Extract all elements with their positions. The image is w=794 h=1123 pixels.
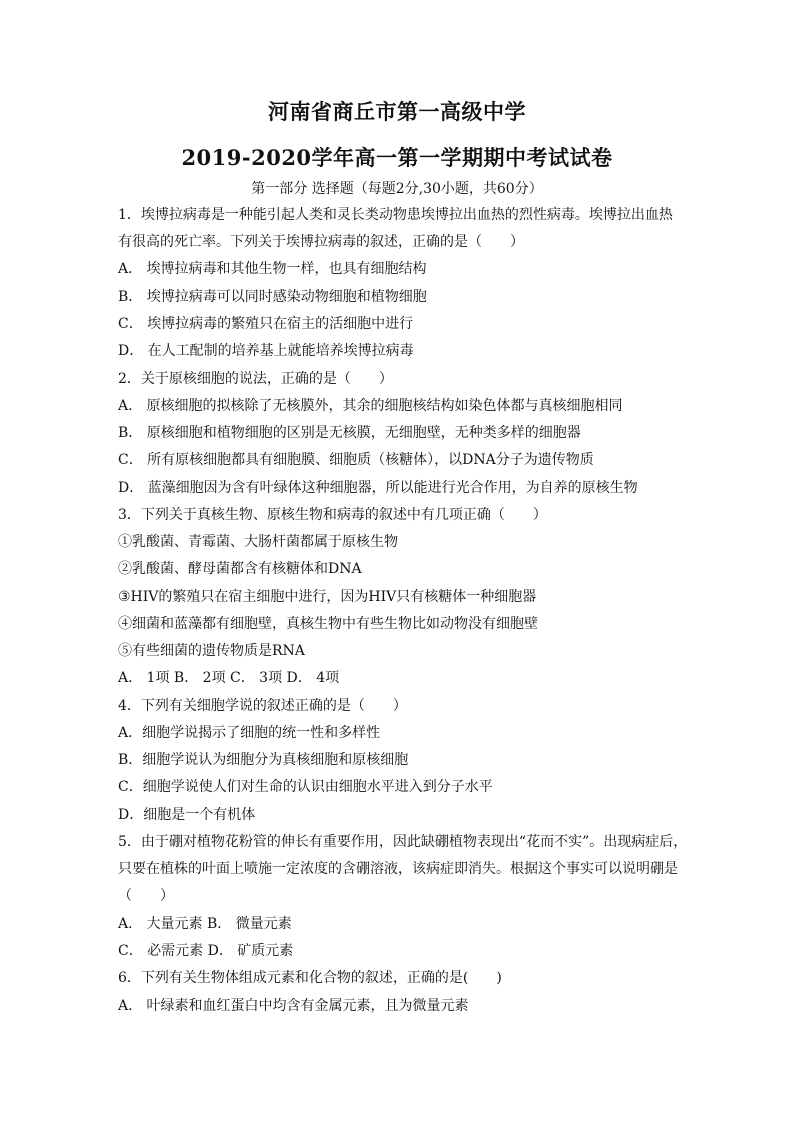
q5-stem-line3: （ ） [118, 888, 174, 904]
q4-option-c: C．细胞学说使人们对生命的认识由细胞水平进入到分子水平 [118, 779, 493, 795]
q5-stem-line2: 只要在植株的叶面上喷施一定浓度的含硼溶液，该病症即消失。根据这个事实可以说明硼是 [118, 861, 678, 877]
q6-option-a: A． 叶绿素和血红蛋白中均含有金属元素，且为微量元素 [118, 998, 469, 1014]
q4-stem: 4．下列有关细胞学说的叙述正确的是（ ） [118, 698, 407, 714]
q1-option-c: C． 埃博拉病毒的繁殖只在宿主的活细胞中进行 [118, 316, 414, 332]
q4-option-d: D．细胞是一个有机体 [118, 807, 256, 823]
school-title: 河南省商丘市第一高级中学 [268, 99, 526, 124]
q1-option-a: A． 埃博拉病毒和其他生物一样，也具有细胞结构 [118, 261, 427, 277]
q3-statement-4: ④细菌和蓝藻都有细胞壁，真核生物中有些生物比如动物没有细胞壁 [118, 616, 538, 632]
q1-option-d: D． 在人工配制的培养基上就能培养埃博拉病毒 [118, 343, 414, 359]
q2-option-c: C． 所有原核细胞都具有细胞膜、细胞质（核糖体），以DNA分子为遗传物质 [118, 452, 594, 468]
q4-option-b: B．细胞学说认为细胞分为真核细胞和原核细胞 [118, 752, 409, 768]
q5-options-ab: A． 大量元素 B． 微量元素 [118, 916, 292, 932]
q3-options: A． 1项 B． 2项 C． 3项 D． 4项 [118, 670, 340, 686]
q3-statement-1: ①乳酸菌、青霉菌、大肠杆菌都属于原核生物 [118, 534, 398, 550]
q2-option-a: A． 原核细胞的拟核除了无核膜外，其余的细胞核结构如染色体都与真核细胞相同 [118, 398, 623, 414]
q2-option-b: B． 原核细胞和植物细胞的区别是无核膜，无细胞壁，无种类多样的细胞器 [118, 425, 581, 441]
q1-stem-line2: 有很高的死亡率。下列关于埃博拉病毒的叙述，正确的是（ ） [118, 234, 524, 250]
q3-statement-2: ②乳酸菌、酵母菌都含有核糖体和DNA [118, 561, 362, 577]
q3-stem: 3．下列关于真核生物、原核生物和病毒的叙述中有几项正确（ ） [118, 507, 547, 523]
q5-options-cd: C． 必需元素 D． 矿质元素 [118, 943, 294, 959]
q4-option-a: A．细胞学说揭示了细胞的统一性和多样性 [118, 725, 381, 741]
q1-stem-line1: 1．埃博拉病毒是一种能引起人类和灵长类动物患埃博拉出血热的烈性病毒。埃博拉出血热 [118, 207, 673, 223]
exam-title: 2019-2020学年高一第一学期期中考试试卷 [181, 145, 613, 170]
q6-stem: 6．下列有关生物体组成元素和化合物的叙述，正确的是( ) [118, 970, 502, 986]
q1-option-b: B． 埃博拉病毒可以同时感染动物细胞和植物细胞 [118, 289, 427, 305]
q2-stem: 2．关于原核细胞的说法，正确的是（ ） [118, 371, 393, 387]
q3-statement-3: ③HIV的繁殖只在宿主细胞中进行，因为HIV只有核糖体一种细胞器 [118, 589, 537, 605]
q3-statement-5: ⑤有些细菌的遗传物质是RNA [118, 643, 305, 659]
q2-option-d: D． 蓝藻细胞因为含有叶绿体这种细胞器，所以能进行光合作用，为自养的原核生物 [118, 480, 638, 496]
section-heading: 第一部分 选择题（每题2分,30小题，共60分） [251, 181, 543, 197]
q5-stem-line1: 5．由于硼对植物花粉管的伸长有重要作用，因此缺硼植物表现出“花而不实”。出现病症后， [118, 834, 688, 850]
